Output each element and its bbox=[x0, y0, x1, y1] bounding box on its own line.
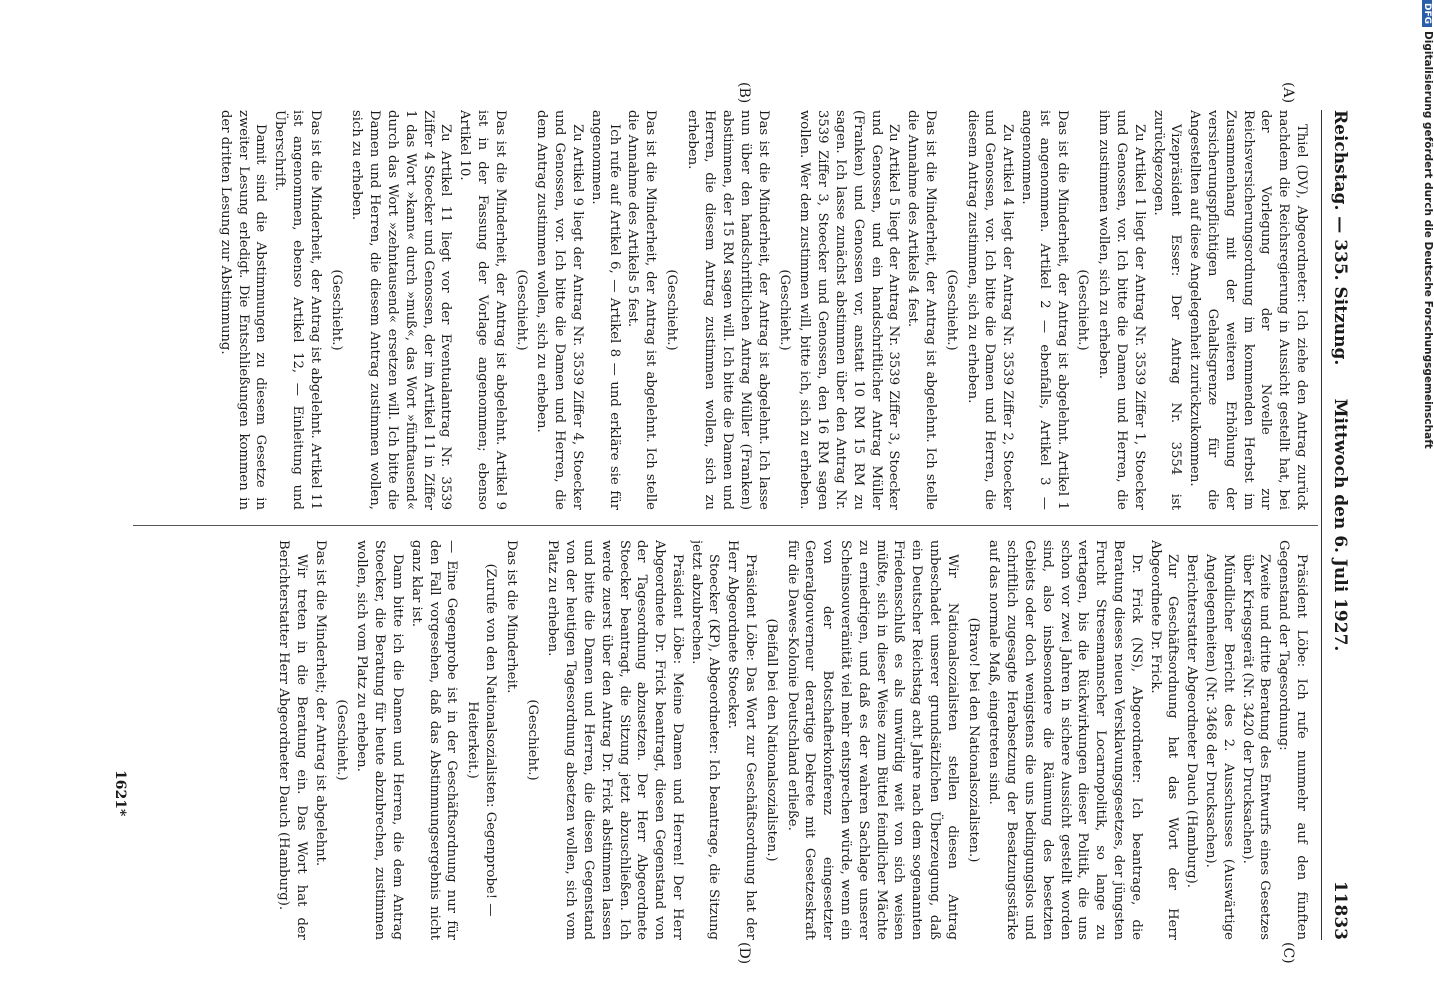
stage-direction: (Geschieht.) bbox=[1075, 269, 1091, 351]
stage-direction: (Geschieht.) bbox=[513, 269, 529, 351]
stage-direction: (Zurufe von den Nationalsozialisten: Gegenprobe! — Heiterkeit.) bbox=[465, 563, 498, 917]
paragraph: Dann bitte ich die Damen und Herren, die dem Antrag Stoecker, die Beratung für heute abzubrechen, zustimmen wollen, sich vom Platz zu erheben. bbox=[354, 540, 405, 940]
stage-direction: (Geschieht.) bbox=[663, 269, 679, 351]
header-left: Reichstag. — 335. Sitzung. bbox=[1330, 110, 1350, 366]
stage-direction: (Geschieht.) bbox=[524, 699, 540, 781]
margin-marker-d: (D) bbox=[736, 942, 752, 965]
paragraph: Präsident Löbe: Meine Damen und Herren! Der Herr Abgeordnete Dr. Frick beantragt, diesen Gegenstand von der Tagesordnung abzusetzen. Der Herr Abgeordnete Stoecker beantragt, die Sitzung jetzt abzuschließen. Ich werde zuerst über den Antrag Dr. Frick abstimmen lassen und bitte die Damen und Herren, die diesen Gegenstand von der heutigen Tagesordnung absetzen wollen, sich vom Platz zu erheben. bbox=[545, 540, 685, 940]
funding-note: Digitalisierung gefördert durch die Deutsche Forschungsgemeinschaft bbox=[1422, 31, 1434, 449]
paragraph: Vizepräsident Esser: Der Antrag Nr. 3554 ist zurückgezogen. bbox=[1150, 110, 1184, 510]
header-date: Mittwoch den 6. Juli 1927. bbox=[1330, 398, 1350, 652]
paragraph: Das ist die Minderheit. bbox=[503, 540, 519, 694]
paragraph: Das ist die Minderheit, der Antrag ist abgelehnt. Ich lasse nun über den handschriftlichen Antrag Müller (Franken) abstimmen, der 15 RM sagen will. Ich bitte die Damen und Herren, die diesem Antrag zustimmen wollen, sich zu erheben. bbox=[684, 110, 771, 510]
stage-direction: (Geschieht.) bbox=[328, 269, 344, 351]
paragraph: Damit sind die Abstimmungen zu diesem Gesetze in zweiter Lesung erledigt. Die Entschließungen kommen in der dritten Lesung zur Abstimmung. bbox=[217, 110, 269, 510]
agenda-item: Mündlicher Bericht des 2. Ausschusses (Auswärtige Angelegenheiten) (Nr. 3468 der Drucksachen). bbox=[1203, 554, 1236, 940]
stage-direction: (Geschieht.) bbox=[776, 269, 792, 351]
paragraph: Zu Artikel 11 liegt vor der Eventualantrag Nr. 3539 Ziffer 4 Stoecker und Genossen, der im Artikel 11 in Ziffer 1 das Wort »kann« durch »muß«, das Wort »fünftausend« durch das Wort »zehntausend« ersetzen will. Ich bitte die Damen und Herren, die diesem Antrag zustimmen wollen, sich zu erheben. bbox=[349, 110, 454, 510]
paragraph: — Eine Gegenprobe ist in der Geschäftsordnung nur für den Fall vorgesehen, daß das Abstimmungsergebnis nicht ganz klar ist. bbox=[408, 540, 460, 940]
paragraph: Das ist die Minderheit, der Antrag ist abgelehnt. Artikel 1 ist angenommen. Artikel 2 — ebenfalls, Artikel 3 — angenommen. bbox=[1019, 110, 1070, 510]
paragraph: Zu Artikel 9 liegt der Antrag Nr. 3539 Ziffer 4, Stoecker und Genossen, vor. Ich bitte die Damen und Herren, die dem Antrag zustimmen wollen, sich zu erheben. bbox=[534, 110, 585, 510]
stage-direction: (Bravo! bei den Nationalsozialisten.) bbox=[965, 617, 981, 863]
paragraph: Wir Nationalsozialisten stellen diesen Antrag unbeschadet unserer grundsätzlichen Überzeugung, daß ein Deutscher Reichstag acht Jahre nach dem sogenannten Friedensschluß es als unwürdig weit von sich weisen müßte, sich in dieser Weise zum Büttel feindlicher Mächte zu erniedrigen, und daß es der wahren Sachlage unserer Scheinsouveränität viel mehr entsprechen würde, wenn ein von der Botschafterkonferenz eingesetzter Generalgouverneur derartige Dekrete mit Gesetzeskraft für die Dawes-Kolonie Deutschland erließe. bbox=[784, 540, 960, 940]
page-footer-signature: 1621* bbox=[112, 770, 128, 817]
paragraph: Präsident Löbe: Ich rufe nunmehr auf den fünften Gegenstand der Tagesordnung: bbox=[1276, 540, 1309, 940]
stage-direction: (Beifall bei den Nationalsozialisten.) bbox=[763, 618, 779, 862]
dfg-logo: DFG bbox=[1422, 0, 1432, 27]
paragraph: Das ist die Minderheit, der Antrag ist abgelehnt. Ich stelle die Annahme des Artikels 5 fest. bbox=[625, 110, 659, 510]
page-header bbox=[1324, 110, 1350, 940]
header-rule bbox=[1321, 110, 1322, 940]
paragraph: Zu Artikel 5 liegt der Antrag Nr. 3539 Ziffer 3, Stoecker und Genossen, und ein handschriftlicher Antrag Müller (Franken) und Genossen vor, anstatt 10 RM 15 RM zu sagen. Ich lasse zunächst abstimmen über den Antrag Nr. 3539 Ziffer 3, Stoecker und Genossen, den 16 RM sagen wollen. Wer dem zustimmen will, bitte ich, sich zu erheben. bbox=[797, 110, 902, 510]
paragraph: Thiel (DV), Abgeordneter: Ich ziehe den Antrag zurück nachdem die Reichsregierung in Aussicht gestellt hat, bei der Vorlegung der Novelle zur Reichsversicherungsordnung im kommenden Herbst im Zusammenhang mit der weiteren Erhöhung der versicherungspflichtigen Gehaltsgrenze für die Angestellten auf diese Angelegenheit zurückzukommen. bbox=[1187, 110, 1309, 510]
side-stamp bbox=[1421, 0, 1434, 1000]
margin-marker-a: (A) bbox=[1280, 82, 1296, 104]
paragraph: Zur Geschäftsordnung hat das Wort der Herr Abgeordnete Dr. Frick. bbox=[1147, 540, 1181, 940]
paragraph: Das ist die Minderheit, der Antrag ist abgelehnt. Artikel 9 ist in der Fassung der Vorlage angenommen; ebenso Artikel 10. bbox=[457, 110, 508, 510]
agenda-item: Berichterstatter Abgeordneter Dauch (Hamburg). bbox=[1184, 554, 1200, 888]
scanned-page bbox=[105, 80, 1350, 965]
paragraph: Zu Artikel 1 liegt der Antrag Nr. 3539 Ziffer 1, Stoecker und Genossen, vor. Ich bitte die Damen und Herren, die ihm zustimmen wollen, sich zu erheben. bbox=[1096, 110, 1147, 510]
left-column bbox=[130, 110, 1310, 510]
paragraph: Wir treten in die Beratung ein. Das Wort hat der Berichterstatter Herr Abgeordneter Dauch (Hamburg). bbox=[276, 540, 309, 940]
paragraph: Das ist die Minderheit, der Antrag ist abgelehnt. Ich stelle die Annahme des Artikels 4 fest. bbox=[905, 110, 939, 510]
paragraph: Zu Artikel 4 liegt der Antrag Nr. 3539 Ziffer 2, Stoecker und Genossen, vor. Ich bitte die Damen und Herren, die diesem Antrag zustimmen, sich zu erheben. bbox=[964, 110, 1016, 510]
rotated-page bbox=[105, 80, 1350, 965]
page-number: 11833 bbox=[1330, 880, 1350, 940]
margin-marker-b: (B) bbox=[736, 82, 752, 104]
right-column bbox=[130, 540, 1310, 940]
paragraph: Stoecker (KP), Abgeordneter: Ich beantrage, die Sitzung jetzt abzubrechen. bbox=[688, 540, 722, 940]
paragraph: Das ist die Minderheit, der Antrag ist abgelehnt. Artikel 11 ist angenommen, ebenso Artikel 12, — Einleitung und Überschrift. bbox=[272, 110, 323, 510]
stage-direction: (Geschieht.) bbox=[333, 699, 349, 781]
paragraph: Das ist die Minderheit; der Antrag ist abgelehnt. bbox=[312, 540, 328, 867]
agenda-item: Zweite und dritte Beratung des Entwurfs eines Gesetzes über Kriegsgerät (Nr. 3420 der Drucksachen). bbox=[1239, 554, 1273, 940]
side-stamp-text bbox=[1421, 0, 1434, 1000]
stage-direction: (Geschieht.) bbox=[943, 269, 959, 351]
paragraph: Dr. Frick (NS), Abgeordneter: Ich beantrage, die Beratung dieses neuen Versklavungsgesetzes, der jüngsten Frucht Stresemannscher Locarnopolitik, so lange zu vertagen, bis die Rückwirkungen dieser Politik, die uns schon vor zwei Jahren in sichere Aussicht gestellt worden sind, also insbesondere die Räumung des besetzten Gebiets oder doch wenigstens die uns bedingungslos und schriftlich zugesagte Herabsetzung der Besatzungsstärke auf das normale Maß, eingetreten sind. bbox=[986, 540, 1144, 940]
paragraph: Ich rufe auf Artikel 6, — Artikel 8 — und erkläre sie für angenommen. bbox=[588, 110, 622, 510]
margin-marker-c: (C) bbox=[1280, 942, 1296, 964]
column-divider bbox=[133, 525, 1318, 526]
paragraph: Präsident Löbe: Das Wort zur Geschäftsordnung hat der Herr Abgeordnete Stoecker. bbox=[725, 540, 759, 940]
